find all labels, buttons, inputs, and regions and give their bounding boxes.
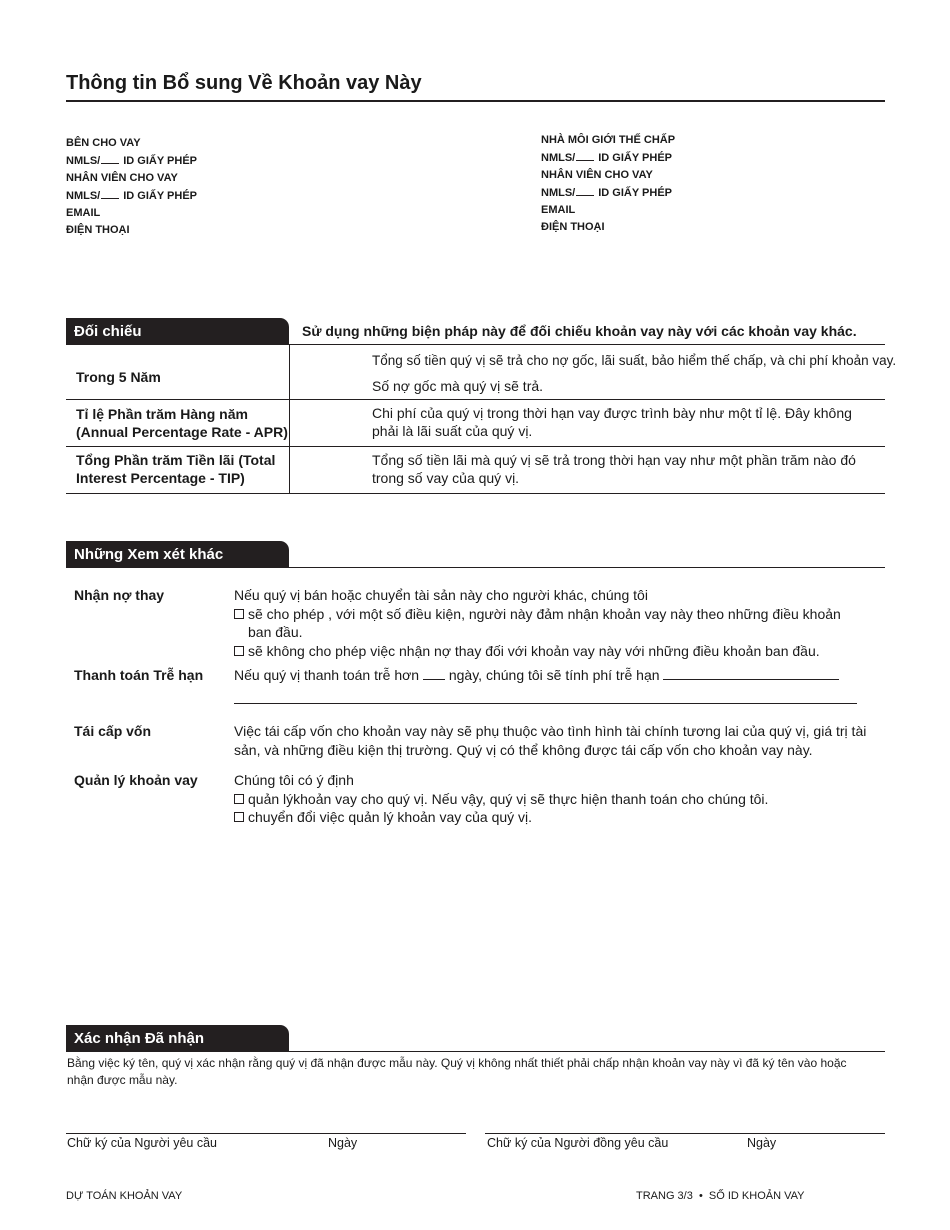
applicant-date-label: Ngày (328, 1136, 358, 1150)
servicing-intro: Chúng tôi có ý định (234, 772, 354, 788)
checkbox[interactable] (234, 609, 244, 619)
lender-email-label: EMAIL (66, 207, 101, 219)
assumption-block (234, 586, 864, 660)
refinance-text: Việc tái cấp vốn cho khoản vay này sẽ phụ thuộc vào tình hình tài chính tương lai của quý vị, giá trị tài sản, và những điều kiện thị trường. Quý vị có thể không được tái cấp vốn cho khoản vay này. (234, 723, 867, 758)
checkbox[interactable] (234, 812, 244, 822)
broker-officer-nmls-line: NMLS/ ID GIẤY PHÉP (541, 184, 675, 202)
comparison-desc-5-years-principal: Số nợ gốc mà quý vị sẽ trả. (372, 378, 544, 394)
assumption-option-disallow-text: sẽ không cho phép việc nhận nợ thay đối với khoản vay này với những điều khoản ban đầu. (248, 642, 820, 659)
assumption-option-allow[interactable] (234, 605, 864, 642)
broker-contact-block (541, 132, 675, 236)
broker-officer-label: NHÂN VIÊN CHO VAY (541, 169, 653, 181)
refinance-label: Tái cấp vốn (74, 723, 152, 739)
broker-nmls-line: NMLS/ ID GIẤY PHÉP (541, 149, 675, 167)
comparison-desc-tip: Tổng số tiền lãi mà quý vị sẽ trả trong thời hạn vay như một phần trăm nào đó trong số vay của quý vị. (372, 452, 856, 486)
broker-heading: NHÀ MÔI GIỚI THẾ CHẤP (541, 134, 676, 146)
comparison-label-apr: Tỉ lệ Phần trăm Hàng năm (Annual Percentage Rate - APR) (76, 406, 288, 440)
comparison-desc-apr: Chi phí của quý vị trong thời hạn vay được trình bày như một tỉ lệ. Đây không phải là lãi suất của quý vị. (372, 405, 852, 439)
co-applicant-signature-label: Chữ ký của Người đồng yêu cầu (487, 1136, 669, 1150)
servicing-label: Quản lý khoản vay (74, 772, 198, 788)
broker-email-label: EMAIL (541, 204, 576, 216)
co-applicant-date-label: Ngày (747, 1136, 777, 1150)
checkbox[interactable] (234, 794, 244, 804)
late-fee-field[interactable] (663, 667, 839, 680)
late-days-field[interactable] (423, 667, 445, 680)
late-fee-continuation-line[interactable] (234, 703, 857, 704)
servicing-option-service[interactable] (234, 790, 864, 809)
lender-heading: BÊN CHO VAY (66, 137, 141, 149)
comparison-row-divider (66, 446, 885, 447)
assumption-label: Nhận nợ thay (74, 587, 165, 603)
servicing-block (234, 771, 864, 827)
footer-form-name: DỰ TOÁN KHOẢN VAY (66, 1190, 183, 1202)
comparisons-column-divider (289, 344, 290, 493)
comparison-label-5-years: Trong 5 Năm (76, 369, 161, 385)
acknowledgment-text: Bằng việc ký tên, quý vị xác nhận rằng quý vị đã nhận được mẫu này. Quý vị không nhất thiết phải chấp nhận khoản vay này vì đã ký tên vào hoặc nhận được mẫu này. (67, 1056, 847, 1087)
comparison-label-tip: Tổng Phần trăm Tiền lãi (Total Interest Percentage - TIP) (76, 452, 276, 486)
footer-page-info: TRANG 3/3 • SỐ ID KHOẢN VAY (636, 1190, 805, 1202)
comparisons-top-rule (289, 344, 885, 345)
assumption-intro: Nếu quý vị bán hoặc chuyển tài sản này cho người khác, chúng tôi (234, 587, 648, 603)
assumption-option-allow-text: sẽ cho phép , với một số điều kiện, người này đảm nhận khoản vay này theo những điều khoản ban đầu. (248, 605, 841, 640)
comparison-row-divider (66, 399, 885, 400)
broker-phone-label: ĐIỆN THOẠI (541, 221, 605, 233)
acknowledgment-tab: Xác nhận Đã nhận (66, 1025, 289, 1052)
assumption-option-disallow[interactable] (234, 642, 864, 661)
title-divider (66, 100, 885, 102)
other-considerations-top-rule (289, 567, 885, 568)
lender-contact-block (66, 135, 197, 239)
servicing-option-transfer-text: chuyển đổi việc quản lý khoản vay của quý vị. (248, 809, 533, 825)
applicant-signature-label: Chữ ký của Người yêu cầu (67, 1136, 217, 1150)
comparisons-tab: Đối chiếu (66, 318, 289, 345)
late-payment-label: Thanh toán Trễ hạn (74, 667, 204, 683)
servicing-option-service-text: quản lýkhoản vay cho quý vị. Nếu vậy, quý vị sẽ thực hiện thanh toán cho chúng tôi. (248, 790, 769, 807)
lender-nmls-line: NMLS/ ID GIẤY PHÉP (66, 152, 197, 170)
lender-officer-nmls-line: NMLS/ ID GIẤY PHÉP (66, 187, 197, 205)
other-considerations-tab: Những Xem xét khác (66, 541, 289, 568)
page-title: Thông tin Bổ sung Về Khoản vay Này (66, 72, 422, 94)
late-payment-text: Nếu quý vị thanh toán trễ hơn ngày, chúng tôi sẽ tính phí trễ hạn (234, 666, 839, 685)
comparisons-bottom-rule (66, 493, 885, 494)
lender-phone-label: ĐIỆN THOẠI (66, 224, 130, 236)
applicant-signature-line[interactable] (66, 1133, 466, 1134)
acknowledgment-top-rule (289, 1051, 885, 1052)
checkbox[interactable] (234, 646, 244, 656)
comparison-desc-5-years-total: Tổng số tiền quý vị sẽ trả cho nợ gốc, lãi suất, bảo hiểm thế chấp, và chi phí khoản vay. (372, 353, 897, 368)
lender-officer-label: NHÂN VIÊN CHO VAY (66, 172, 178, 184)
comparisons-subtitle: Sử dụng những biện pháp này để đối chiếu khoản vay này với các khoản vay khác. (302, 323, 857, 339)
co-applicant-signature-line[interactable] (485, 1133, 885, 1134)
servicing-option-transfer[interactable] (234, 808, 864, 827)
